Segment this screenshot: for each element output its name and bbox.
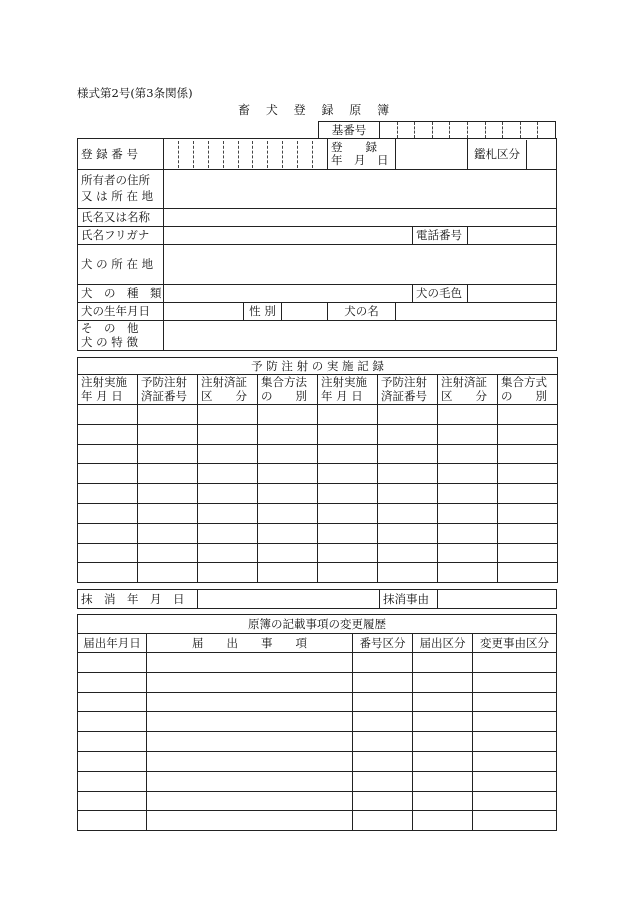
owner-address-field[interactable]	[164, 170, 557, 209]
vaccination-cell[interactable]	[318, 405, 378, 425]
phone-label: 電話番号	[413, 227, 468, 245]
vaccination-cell[interactable]	[198, 523, 258, 543]
dog-sex-field[interactable]	[282, 303, 328, 321]
history-cell[interactable]	[473, 712, 557, 732]
vaccination-row	[78, 464, 558, 484]
vaccination-cell[interactable]	[78, 424, 138, 444]
vaccination-cell[interactable]	[498, 464, 558, 484]
history-row	[78, 732, 557, 752]
vaccination-cell[interactable]	[138, 484, 198, 504]
vaccination-title: 予 防 注 射 の 実 施 記 録	[78, 358, 558, 375]
history-cell[interactable]	[353, 653, 413, 673]
vaccination-cell[interactable]	[438, 563, 498, 583]
history-cell[interactable]	[353, 771, 413, 791]
phone-field[interactable]	[468, 227, 557, 245]
kiban-strip	[318, 121, 556, 138]
history-header-cell: 番号区分	[353, 634, 413, 653]
dog-birth-label: 犬の生年月日	[78, 303, 164, 321]
history-cell[interactable]	[473, 751, 557, 771]
vaccination-row	[78, 484, 558, 504]
vaccination-cell[interactable]	[258, 405, 318, 425]
vaccination-cell[interactable]	[318, 464, 378, 484]
history-row	[78, 692, 557, 712]
vaccination-cell[interactable]	[78, 484, 138, 504]
vaccination-cell[interactable]	[138, 464, 198, 484]
vaccination-cell[interactable]	[198, 503, 258, 523]
registration-date-label: 登 録 年 月 日	[328, 139, 396, 170]
history-cell[interactable]	[78, 672, 147, 692]
vaccination-cell[interactable]	[438, 444, 498, 464]
history-header-cell: 届出年月日	[78, 634, 147, 653]
dog-features-field[interactable]	[164, 321, 557, 351]
history-cell[interactable]	[353, 692, 413, 712]
history-cell[interactable]	[413, 811, 473, 831]
dog-coat-label: 犬の毛色	[413, 285, 468, 303]
vaccination-cell[interactable]	[138, 563, 198, 583]
history-header-cell: 届 出 事 項	[147, 634, 353, 653]
vaccination-cell[interactable]	[318, 543, 378, 563]
history-cell[interactable]	[147, 751, 353, 771]
history-cell[interactable]	[78, 712, 147, 732]
vaccination-cell[interactable]	[258, 464, 318, 484]
history-cell[interactable]	[413, 653, 473, 673]
vaccination-cell[interactable]	[438, 405, 498, 425]
vaccination-cell[interactable]	[78, 444, 138, 464]
history-cell[interactable]	[413, 751, 473, 771]
vaccination-row	[78, 424, 558, 444]
history-row	[78, 751, 557, 771]
history-table	[77, 614, 557, 831]
vaccination-table	[77, 357, 558, 583]
history-cell[interactable]	[413, 672, 473, 692]
history-cell[interactable]	[353, 732, 413, 752]
vaccination-cell[interactable]	[78, 523, 138, 543]
history-cell[interactable]	[78, 751, 147, 771]
history-row	[78, 771, 557, 791]
vaccination-cell[interactable]	[78, 503, 138, 523]
vaccination-cell[interactable]	[438, 424, 498, 444]
vaccination-cell[interactable]	[378, 543, 438, 563]
dog-features-label: そ の 他 犬 の 特 徴	[78, 321, 164, 351]
vaccination-cell[interactable]	[438, 503, 498, 523]
history-cell[interactable]	[413, 732, 473, 752]
vaccination-cell[interactable]	[258, 543, 318, 563]
vaccination-cell[interactable]	[198, 543, 258, 563]
vaccination-cell[interactable]	[78, 405, 138, 425]
history-cell[interactable]	[413, 692, 473, 712]
vaccination-cell[interactable]	[498, 424, 558, 444]
cancellation-date-field[interactable]	[198, 590, 380, 609]
vaccination-cell[interactable]	[258, 503, 318, 523]
vaccination-cell[interactable]	[198, 424, 258, 444]
history-cell[interactable]	[147, 791, 353, 811]
history-cell[interactable]	[353, 791, 413, 811]
vaccination-cell[interactable]	[498, 444, 558, 464]
owner-furigana-label: 氏名フリガナ	[78, 227, 164, 245]
vaccination-cell[interactable]	[378, 484, 438, 504]
vaccination-cell[interactable]	[78, 464, 138, 484]
dog-location-field[interactable]	[164, 245, 557, 285]
form-number: 様式第2号(第3条関係)	[77, 86, 193, 100]
tag-class-cell	[468, 139, 557, 170]
history-cell[interactable]	[147, 732, 353, 752]
vaccination-header-cell: 注射実施 年 月 日	[318, 375, 378, 405]
history-cell[interactable]	[473, 653, 557, 673]
history-cell[interactable]	[473, 771, 557, 791]
dog-breed-field[interactable]	[164, 285, 413, 303]
vaccination-cell[interactable]	[438, 543, 498, 563]
cancellation-reason-label: 抹消事由	[380, 590, 438, 609]
kiban-label: 基番号	[319, 122, 380, 139]
vaccination-header-cell: 予防注射 済証番号	[378, 375, 438, 405]
history-cell[interactable]	[353, 712, 413, 732]
vaccination-cell[interactable]	[258, 444, 318, 464]
vaccination-cell[interactable]	[78, 543, 138, 563]
history-cell[interactable]	[78, 692, 147, 712]
vaccination-cell[interactable]	[378, 424, 438, 444]
owner-address-label: 所有者の住所 又 は 所 在 地	[78, 170, 164, 209]
vaccination-cell[interactable]	[318, 444, 378, 464]
history-row	[78, 712, 557, 732]
vaccination-header-cell: 注射済証 区 分	[198, 375, 258, 405]
vaccination-cell[interactable]	[138, 424, 198, 444]
tag-class-label: 鑑札区分	[468, 140, 527, 169]
history-row	[78, 653, 557, 673]
vaccination-row	[78, 444, 558, 464]
history-cell[interactable]	[147, 771, 353, 791]
vaccination-row	[78, 543, 558, 563]
vaccination-header-cell: 注射実施 年 月 日	[78, 375, 138, 405]
vaccination-cell[interactable]	[318, 563, 378, 583]
owner-name-field[interactable]	[164, 209, 557, 227]
registration-number-field[interactable]	[164, 139, 328, 170]
dog-name-label: 犬の名	[328, 303, 396, 321]
history-cell[interactable]	[78, 771, 147, 791]
history-cell[interactable]	[78, 653, 147, 673]
dog-sex-label: 性 別	[244, 303, 282, 321]
cancellation-reason-field[interactable]	[438, 590, 557, 609]
history-cell[interactable]	[473, 692, 557, 712]
vaccination-cell[interactable]	[198, 464, 258, 484]
history-cell[interactable]	[78, 811, 147, 831]
owner-name-label: 氏名又は名称	[78, 209, 164, 227]
vaccination-cell[interactable]	[258, 563, 318, 583]
vaccination-cell[interactable]	[318, 424, 378, 444]
history-cell[interactable]	[147, 811, 353, 831]
vaccination-cell[interactable]	[138, 444, 198, 464]
history-cell[interactable]	[413, 712, 473, 732]
vaccination-cell[interactable]	[78, 563, 138, 583]
history-cell[interactable]	[353, 811, 413, 831]
history-row	[78, 672, 557, 692]
vaccination-cell[interactable]	[318, 484, 378, 504]
dog-coat-field[interactable]	[468, 285, 557, 303]
vaccination-row	[78, 523, 558, 543]
vaccination-cell[interactable]	[258, 424, 318, 444]
history-cell[interactable]	[473, 732, 557, 752]
vaccination-cell[interactable]	[318, 503, 378, 523]
history-cell[interactable]	[147, 653, 353, 673]
vaccination-cell[interactable]	[378, 464, 438, 484]
vaccination-cell[interactable]	[198, 405, 258, 425]
vaccination-cell[interactable]	[198, 444, 258, 464]
dog-name-field[interactable]	[396, 303, 557, 321]
registration-table	[77, 138, 557, 351]
vaccination-row	[78, 503, 558, 523]
history-cell[interactable]	[473, 791, 557, 811]
history-header-row	[78, 634, 557, 653]
vaccination-header-cell: 集合方式 の 別	[498, 375, 558, 405]
history-header-cell: 変更事由区分	[473, 634, 557, 653]
vaccination-cell[interactable]	[438, 523, 498, 543]
vaccination-cell[interactable]	[258, 484, 318, 504]
vaccination-cell[interactable]	[498, 484, 558, 504]
history-cell[interactable]	[78, 732, 147, 752]
owner-furigana-field[interactable]	[164, 227, 413, 245]
vaccination-cell[interactable]	[138, 503, 198, 523]
vaccination-cell[interactable]	[318, 523, 378, 543]
history-cell[interactable]	[413, 791, 473, 811]
vaccination-cell[interactable]	[198, 563, 258, 583]
vaccination-cell[interactable]	[258, 523, 318, 543]
vaccination-header-cell: 注射済証 区 分	[438, 375, 498, 405]
dog-location-label: 犬 の 所 在 地	[78, 245, 164, 285]
dog-breed-label: 犬 の 種 類	[78, 285, 164, 303]
vaccination-cell[interactable]	[498, 523, 558, 543]
vaccination-row	[78, 563, 558, 583]
registration-number-label: 登 録 番 号	[78, 139, 164, 170]
history-cell[interactable]	[353, 672, 413, 692]
vaccination-cell[interactable]	[498, 503, 558, 523]
history-header-cell: 届出区分	[413, 634, 473, 653]
history-cell[interactable]	[473, 811, 557, 831]
vaccination-cell[interactable]	[378, 503, 438, 523]
history-row	[78, 791, 557, 811]
history-title: 原簿の記載事項の変更履歴	[78, 615, 557, 634]
vaccination-cell[interactable]	[438, 484, 498, 504]
history-cell[interactable]	[147, 692, 353, 712]
dog-birth-field[interactable]	[164, 303, 244, 321]
history-cell[interactable]	[473, 672, 557, 692]
history-cell[interactable]	[147, 712, 353, 732]
vaccination-cell[interactable]	[378, 563, 438, 583]
registration-date-field[interactable]	[396, 139, 468, 170]
vaccination-cell[interactable]	[378, 405, 438, 425]
cancellation-date-label: 抹 消 年 月 日	[78, 590, 198, 609]
vaccination-cell[interactable]	[138, 543, 198, 563]
history-cell[interactable]	[353, 751, 413, 771]
vaccination-header-cell: 集合方法 の 別	[258, 375, 318, 405]
kiban-number-field[interactable]	[380, 122, 556, 139]
cancellation-table	[77, 589, 557, 609]
vaccination-cell[interactable]	[138, 405, 198, 425]
vaccination-cell[interactable]	[498, 405, 558, 425]
vaccination-header-cell: 予防注射 済証番号	[138, 375, 198, 405]
vaccination-cell[interactable]	[198, 484, 258, 504]
vaccination-cell[interactable]	[378, 444, 438, 464]
vaccination-cell[interactable]	[498, 543, 558, 563]
page-title: 畜 犬 登 録 原 簿	[238, 103, 396, 117]
vaccination-cell[interactable]	[498, 563, 558, 583]
vaccination-cell[interactable]	[138, 523, 198, 543]
history-cell[interactable]	[78, 791, 147, 811]
vaccination-header-row	[78, 375, 558, 405]
history-row	[78, 811, 557, 831]
vaccination-cell[interactable]	[378, 523, 438, 543]
vaccination-cell[interactable]	[438, 464, 498, 484]
history-cell[interactable]	[147, 672, 353, 692]
history-cell[interactable]	[413, 771, 473, 791]
vaccination-row	[78, 405, 558, 425]
